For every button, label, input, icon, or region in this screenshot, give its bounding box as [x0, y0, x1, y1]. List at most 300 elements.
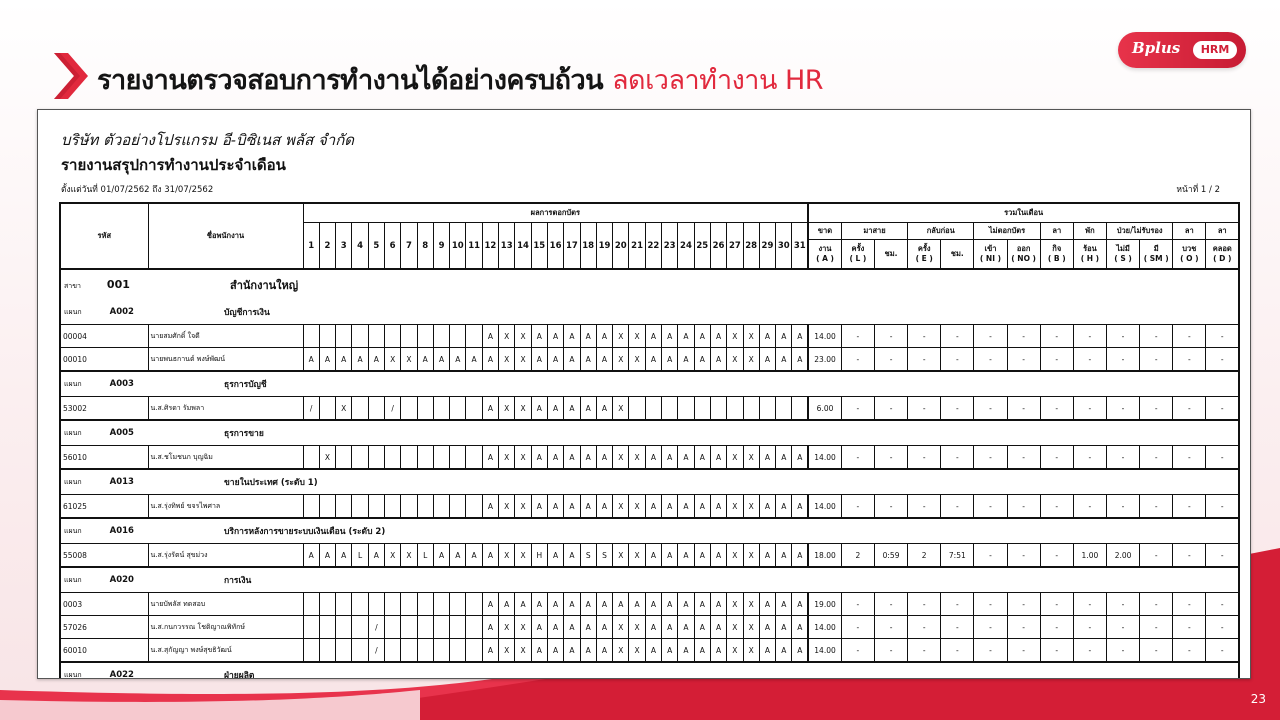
department-code: A020 [109, 574, 134, 585]
total-cell: - [1206, 593, 1239, 616]
total-cell: - [1073, 593, 1106, 616]
total-group-header: กลับก่อน [908, 223, 974, 240]
day-status-cell: A [710, 446, 726, 470]
subcol-line1: กิจ [1052, 244, 1062, 253]
day-status-cell: A [580, 446, 596, 470]
day-status-cell: A [792, 544, 808, 568]
total-cell: - [1140, 446, 1173, 470]
total-cell: - [941, 593, 974, 616]
day-status-cell: X [629, 544, 645, 568]
total-cell: - [1040, 348, 1073, 372]
subcol-line1: ครั้ง [851, 244, 865, 253]
total-cell: - [941, 446, 974, 470]
subcol-line2: ( S ) [1114, 254, 1132, 263]
total-cell: - [908, 593, 941, 616]
total-cell: - [1106, 495, 1139, 519]
total-cell: - [908, 495, 941, 519]
department-code: A013 [109, 476, 134, 487]
total-cell: - [1206, 639, 1239, 663]
day-status-cell [352, 639, 368, 663]
logo-tag: HRM [1193, 41, 1237, 59]
day-status-cell: X [515, 639, 531, 663]
total-cell: - [941, 397, 974, 421]
employee-name: นายสมศักดิ์ ใจดี [148, 325, 303, 348]
employee-row [60, 544, 1239, 568]
total-cell: - [1106, 616, 1139, 639]
day-status-cell: A [710, 325, 726, 348]
day-status-cell [303, 616, 319, 639]
day-status-cell: L [417, 544, 433, 568]
day-status-cell: A [352, 348, 368, 372]
day-status-cell: / [384, 397, 400, 421]
day-status-cell: A [710, 495, 726, 519]
attendance-summary-table [59, 202, 1240, 679]
day-status-cell: A [776, 348, 792, 372]
total-cell: - [1173, 397, 1206, 421]
total-cell: - [841, 639, 874, 663]
day-status-cell [450, 446, 466, 470]
day-status-cell: X [515, 544, 531, 568]
total-cell: - [941, 348, 974, 372]
day-status-cell: A [580, 639, 596, 663]
total-cell: - [1140, 616, 1173, 639]
day-header: 2 [319, 223, 335, 270]
department-code: A005 [109, 427, 134, 438]
subcol-line2: ( L ) [849, 254, 867, 263]
total-cell: - [974, 495, 1007, 519]
department-row [60, 420, 1239, 446]
day-status-cell [629, 397, 645, 421]
employee-code: 00010 [60, 348, 148, 372]
day-status-cell [417, 397, 433, 421]
total-cell: - [1173, 348, 1206, 372]
day-status-cell: A [645, 446, 661, 470]
employee-row [60, 397, 1239, 421]
day-status-cell [727, 397, 743, 421]
day-status-cell [417, 616, 433, 639]
day-status-cell: X [743, 593, 759, 616]
day-status-cell [319, 495, 335, 519]
department-name: บัญชีการเงิน [148, 300, 1239, 325]
day-status-cell: A [678, 495, 694, 519]
day-status-cell: A [678, 446, 694, 470]
day-status-cell: A [694, 544, 710, 568]
day-status-cell: X [727, 593, 743, 616]
employee-name: น.ส.รุ่งรัตน์ สุขม่วง [148, 544, 303, 568]
total-subcol-header [1073, 240, 1106, 270]
department-row [60, 469, 1239, 495]
day-header: 27 [727, 223, 743, 270]
day-status-cell: A [531, 495, 547, 519]
subcol-line2: ( E ) [915, 254, 933, 263]
subcol-line2: ( SM ) [1143, 254, 1169, 263]
department-row [60, 518, 1239, 544]
day-status-cell: X [743, 325, 759, 348]
day-status-cell: A [564, 397, 580, 421]
day-status-cell: A [482, 495, 498, 519]
total-subcol-header [1140, 240, 1173, 270]
day-status-cell: X [629, 616, 645, 639]
day-status-cell: A [694, 639, 710, 663]
department-row [60, 371, 1239, 397]
report-page-of: หน้าที่ 1 / 2 [1176, 185, 1220, 195]
total-subcol-header [874, 240, 907, 270]
total-cell: - [1140, 325, 1173, 348]
subcol-line1: ครั้ง [917, 244, 931, 253]
department-row [60, 300, 1239, 325]
total-subcol-header [1007, 240, 1040, 270]
day-status-cell [384, 616, 400, 639]
day-status-cell: X [515, 616, 531, 639]
day-status-cell: A [792, 616, 808, 639]
day-header: 9 [433, 223, 449, 270]
day-status-cell: A [564, 446, 580, 470]
total-cell: - [974, 593, 1007, 616]
total-cell: 2 [908, 544, 941, 568]
day-status-cell: A [662, 495, 678, 519]
department-name: ธุรการขาย [148, 420, 1239, 446]
total-cell: - [1140, 639, 1173, 663]
day-status-cell: A [531, 593, 547, 616]
day-status-cell: X [499, 348, 515, 372]
day-status-cell: A [482, 348, 498, 372]
total-cell: - [1206, 544, 1239, 568]
day-status-cell: A [662, 593, 678, 616]
total-cell: - [908, 446, 941, 470]
total-cell: - [1007, 495, 1040, 519]
day-status-cell: X [613, 348, 629, 372]
day-status-cell: A [547, 397, 563, 421]
total-cell: - [1173, 616, 1206, 639]
subcol-line1: ไม่มี [1116, 244, 1130, 253]
day-header: 16 [547, 223, 563, 270]
col-header-code: รหัส [60, 203, 148, 269]
day-status-cell: X [336, 397, 352, 421]
day-status-cell: A [580, 616, 596, 639]
employee-code: 61025 [60, 495, 148, 519]
day-status-cell: X [727, 348, 743, 372]
day-status-cell: A [596, 616, 612, 639]
total-cell: - [874, 325, 907, 348]
subcol-line2: ( NO ) [1011, 254, 1036, 263]
day-status-cell: A [547, 639, 563, 663]
day-header: 24 [678, 223, 694, 270]
department-label: แผนก [64, 575, 82, 584]
total-cell: - [1040, 325, 1073, 348]
day-status-cell: A [613, 593, 629, 616]
day-status-cell: A [759, 348, 775, 372]
day-status-cell: A [596, 397, 612, 421]
day-status-cell [433, 446, 449, 470]
total-cell: 7:51 [941, 544, 974, 568]
day-status-cell [433, 639, 449, 663]
day-header: 10 [450, 223, 466, 270]
day-status-cell: / [368, 639, 384, 663]
total-cell: 23.00 [808, 348, 841, 372]
department-row [60, 662, 1239, 679]
total-cell: - [1206, 446, 1239, 470]
slide-page-number: 23 [1250, 692, 1266, 706]
day-status-cell [352, 325, 368, 348]
total-cell: - [1073, 639, 1106, 663]
day-status-cell [336, 446, 352, 470]
day-status-cell: X [499, 639, 515, 663]
total-cell: - [974, 544, 1007, 568]
day-status-cell: A [580, 593, 596, 616]
day-status-cell [450, 325, 466, 348]
total-subcol-header [1040, 240, 1073, 270]
day-status-cell: X [613, 639, 629, 663]
total-cell: - [1140, 544, 1173, 568]
day-status-cell [368, 446, 384, 470]
day-status-cell: A [645, 616, 661, 639]
day-status-cell: A [662, 348, 678, 372]
day-header: 25 [694, 223, 710, 270]
total-cell: - [1007, 325, 1040, 348]
day-status-cell: X [499, 544, 515, 568]
day-status-cell [417, 446, 433, 470]
day-status-cell: A [564, 348, 580, 372]
day-status-cell [466, 397, 482, 421]
day-status-cell [303, 639, 319, 663]
subcol-line2: ( NI ) [979, 254, 1002, 263]
department-label: แผนก [64, 379, 82, 388]
day-status-cell: X [401, 348, 417, 372]
employee-name: น.ส.กนกวรรณ โชติญาณพิทักษ์ [148, 616, 303, 639]
department-code: A016 [109, 525, 134, 536]
day-status-cell: A [547, 544, 563, 568]
total-group-header: ลา [1206, 223, 1239, 240]
day-status-cell: A [564, 616, 580, 639]
day-status-cell: X [727, 325, 743, 348]
day-status-cell [384, 325, 400, 348]
day-status-cell: A [547, 446, 563, 470]
total-cell: - [841, 348, 874, 372]
day-status-cell: A [564, 495, 580, 519]
total-group-header: ขาด [808, 223, 841, 240]
total-cell: - [1073, 446, 1106, 470]
total-cell: - [1140, 397, 1173, 421]
day-status-cell: A [678, 544, 694, 568]
day-status-cell [352, 495, 368, 519]
day-status-cell: X [499, 397, 515, 421]
total-cell: 14.00 [808, 639, 841, 663]
department-name: ฝ่ายผลิต [148, 662, 1239, 679]
day-status-cell [450, 495, 466, 519]
day-status-cell: A [482, 593, 498, 616]
total-cell: - [1007, 639, 1040, 663]
day-status-cell [401, 593, 417, 616]
department-name: ขายในประเทศ (ระดับ 1) [148, 469, 1239, 495]
day-status-cell: X [629, 348, 645, 372]
day-header: 28 [743, 223, 759, 270]
company-name: บริษัท ตัวอย่างโปรแกรม อี-บิซิเนส พลัส จำกัด [61, 131, 355, 149]
day-header: 31 [792, 223, 808, 270]
total-cell: - [941, 616, 974, 639]
total-cell: 18.00 [808, 544, 841, 568]
day-status-cell: A [710, 616, 726, 639]
day-status-cell: X [499, 495, 515, 519]
day-status-cell [336, 495, 352, 519]
day-status-cell: A [303, 544, 319, 568]
day-status-cell [450, 397, 466, 421]
subcol-line1: เข้า [984, 244, 997, 253]
total-cell: - [974, 639, 1007, 663]
total-cell: - [1106, 446, 1139, 470]
day-status-cell [368, 325, 384, 348]
day-status-cell: A [596, 325, 612, 348]
day-status-cell [759, 397, 775, 421]
day-status-cell: X [743, 544, 759, 568]
employee-code: 55008 [60, 544, 148, 568]
slide-title [97, 58, 823, 101]
employee-row [60, 593, 1239, 616]
day-status-cell [466, 639, 482, 663]
employee-row [60, 616, 1239, 639]
day-status-cell: A [710, 639, 726, 663]
day-status-cell: A [596, 495, 612, 519]
department-name: ธุรการบัญชี [148, 371, 1239, 397]
day-status-cell: X [499, 446, 515, 470]
department-label: แผนก [64, 477, 82, 486]
total-cell: - [1140, 593, 1173, 616]
day-status-cell: A [694, 495, 710, 519]
subcol-line2: ( D ) [1213, 254, 1232, 263]
employee-name: น.ส.สุกัญญา พงษ์สุขธิวัฒน์ [148, 639, 303, 663]
total-cell: 14.00 [808, 446, 841, 470]
department-label: แผนก [64, 526, 82, 535]
total-group-header: ลา [1040, 223, 1073, 240]
day-status-cell: X [499, 325, 515, 348]
total-cell: - [1040, 639, 1073, 663]
day-status-cell: A [678, 616, 694, 639]
day-status-cell: A [466, 544, 482, 568]
total-cell: - [1040, 593, 1073, 616]
day-status-cell: X [515, 348, 531, 372]
day-status-cell: A [662, 639, 678, 663]
day-status-cell [352, 616, 368, 639]
day-status-cell: X [401, 544, 417, 568]
day-header: 20 [613, 223, 629, 270]
day-status-cell: / [303, 397, 319, 421]
total-cell: - [1106, 397, 1139, 421]
subcol-line1: งาน [818, 244, 832, 253]
employee-row [60, 348, 1239, 372]
total-cell: - [1040, 495, 1073, 519]
day-status-cell: X [515, 325, 531, 348]
day-status-cell [336, 639, 352, 663]
day-status-cell: H [531, 544, 547, 568]
total-cell: - [1073, 325, 1106, 348]
day-status-cell [417, 639, 433, 663]
col-header-name: ชื่อพนักงาน [148, 203, 303, 269]
day-status-cell: X [319, 446, 335, 470]
day-status-cell: A [710, 348, 726, 372]
day-status-cell: A [776, 325, 792, 348]
day-status-cell [303, 325, 319, 348]
day-header: 17 [564, 223, 580, 270]
day-status-cell: A [645, 639, 661, 663]
day-status-cell: A [564, 325, 580, 348]
day-status-cell: X [613, 397, 629, 421]
day-header: 29 [759, 223, 775, 270]
day-status-cell: A [694, 446, 710, 470]
header-row-top [60, 203, 1239, 223]
day-status-cell: X [743, 348, 759, 372]
subcol-line1: บวช [1182, 244, 1197, 253]
total-cell: - [1073, 616, 1106, 639]
day-status-cell [466, 325, 482, 348]
day-status-cell [417, 593, 433, 616]
day-status-cell: A [466, 348, 482, 372]
department-label: แผนก [64, 307, 82, 316]
total-cell: - [1173, 593, 1206, 616]
day-status-cell: X [515, 446, 531, 470]
day-status-cell [433, 593, 449, 616]
day-status-cell: A [792, 348, 808, 372]
subcol-line2: ( B ) [1047, 254, 1066, 263]
day-status-cell [694, 397, 710, 421]
day-status-cell [466, 593, 482, 616]
total-cell: - [1106, 639, 1139, 663]
title-chevron-icon [54, 53, 88, 99]
employee-row [60, 495, 1239, 519]
day-status-cell [352, 593, 368, 616]
total-group-header: พัก [1073, 223, 1106, 240]
day-status-cell [336, 616, 352, 639]
total-cell: 2.00 [1106, 544, 1139, 568]
report-document [37, 109, 1251, 679]
day-status-cell: A [710, 593, 726, 616]
day-status-cell: A [596, 593, 612, 616]
day-status-cell [466, 616, 482, 639]
day-status-cell: A [515, 593, 531, 616]
total-cell: - [1173, 446, 1206, 470]
day-status-cell [352, 446, 368, 470]
total-cell: 6.00 [808, 397, 841, 421]
subcol-line1: มี [1153, 244, 1159, 253]
total-cell: - [841, 616, 874, 639]
total-cell: - [841, 446, 874, 470]
total-cell: - [1073, 397, 1106, 421]
total-cell: - [1040, 616, 1073, 639]
day-status-cell: A [792, 593, 808, 616]
department-row [60, 567, 1239, 593]
day-status-cell: A [759, 495, 775, 519]
day-status-cell [319, 593, 335, 616]
day-status-cell [384, 495, 400, 519]
day-status-cell: X [727, 639, 743, 663]
day-status-cell: A [450, 348, 466, 372]
total-cell: 0:59 [874, 544, 907, 568]
day-header: 11 [466, 223, 482, 270]
total-cell: - [974, 348, 1007, 372]
total-cell: - [974, 397, 1007, 421]
day-header: 26 [710, 223, 726, 270]
branch-code: 001 [106, 278, 130, 291]
bplus-hrm-logo [1118, 32, 1246, 68]
day-status-cell: A [547, 325, 563, 348]
branch-label: สาขา [64, 282, 81, 290]
day-status-cell: A [580, 348, 596, 372]
day-status-cell [368, 397, 384, 421]
day-status-cell: A [792, 325, 808, 348]
total-cell: - [874, 616, 907, 639]
day-status-cell: A [792, 495, 808, 519]
day-status-cell: A [662, 544, 678, 568]
day-status-cell: A [482, 325, 498, 348]
day-status-cell: X [727, 495, 743, 519]
